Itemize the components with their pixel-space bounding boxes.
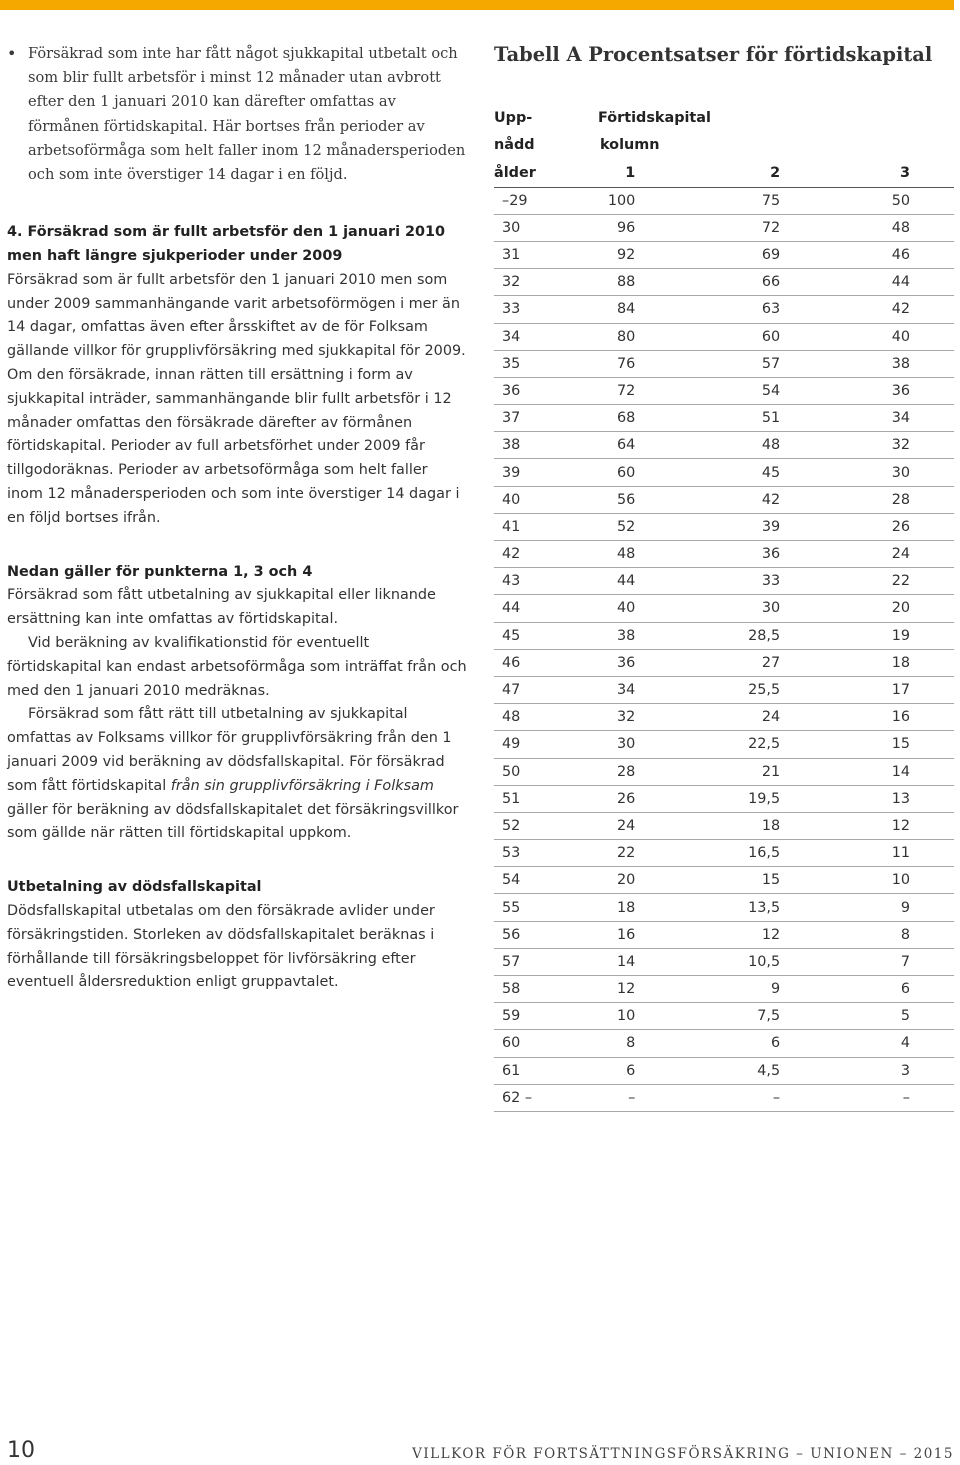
table-cell-age: 57 [494, 948, 590, 975]
table-cell-col-1: 76 [590, 350, 635, 377]
table-row [494, 241, 954, 268]
table-cell-col-2: 18 [635, 812, 780, 839]
table-cell-age: 37 [494, 405, 590, 432]
table-cell-col-1: 30 [590, 731, 635, 758]
table-cell-col-3: 15 [780, 731, 954, 758]
table-cell-col-2: 13,5 [635, 894, 780, 921]
table-cell-col-3: 26 [780, 513, 954, 540]
table-cell-col-2: 12 [635, 921, 780, 948]
table-cell-age: 34 [494, 323, 590, 350]
table-row [494, 867, 954, 894]
table-cell-age: 46 [494, 649, 590, 676]
header-alder: ålder [494, 160, 590, 187]
section-points-p3-em: från sin grupplivförsäkring i Folksam [170, 777, 434, 794]
table-row [494, 704, 954, 731]
table-cell-col-1: 34 [590, 676, 635, 703]
table-cell-col-2: 4,5 [635, 1057, 780, 1084]
table-cell-col-2: 57 [635, 350, 780, 377]
table-cell-col-1: 68 [590, 405, 635, 432]
header-col-1: 1 [590, 160, 635, 187]
table-row [494, 432, 954, 459]
table-column-row [494, 160, 954, 187]
table-cell-col-2: 7,5 [635, 1003, 780, 1030]
table-cell-age: 61 [494, 1057, 590, 1084]
table-cell-col-3: 9 [780, 894, 954, 921]
table-cell-col-1: 6 [590, 1057, 635, 1084]
table-cell-col-1: 36 [590, 649, 635, 676]
table-cell-col-1: 18 [590, 894, 635, 921]
table-header [494, 106, 954, 160]
table-cell-col-3: 20 [780, 595, 954, 622]
table-cell-col-3: 44 [780, 269, 954, 296]
right-column [494, 42, 954, 1112]
table-cell-age: 52 [494, 812, 590, 839]
table-cell-age: 56 [494, 921, 590, 948]
table-cell-age: 51 [494, 785, 590, 812]
table-cell-col-2: 27 [635, 649, 780, 676]
section-4-body: Försäkrad som är fullt arbetsför den 1 januari 2010 men som under 2009 sammanhängande varit arbetsoförmögen i mer än 14 dagar, omfattas även efter årsskiftet av de för Folksam gällande villkor för grupplivförsäkring med sjukkapital för 2009. Om den försäkrade, innan rätten till ersättning i form av sjukkapital inträder, sammanhängande blir fullt arbetsför i 12 månader omfattas den försäkrade därefter av förmånen förtidskapital. Perioder av full arbetsförhet under 2009 får tillgodoräknas. Perioder av arbetsoförmåga som helt faller inom 12 månadersperioden och som inte överstiger 14 dagar i en följd bortses ifrån. [7, 271, 466, 526]
table-cell-age: 49 [494, 731, 590, 758]
table-cell-col-2: 28,5 [635, 622, 780, 649]
table-cell-col-3: 5 [780, 1003, 954, 1030]
percentage-table-body [494, 160, 954, 1111]
table-cell-col-3: 12 [780, 812, 954, 839]
section-points [7, 561, 467, 847]
header-col-2: 2 [635, 160, 780, 187]
table-cell-col-1: 32 [590, 704, 635, 731]
table-cell-col-3: 32 [780, 432, 954, 459]
table-cell-col-1: 44 [590, 568, 635, 595]
table-cell-col-2: 39 [635, 513, 780, 540]
header-fortidskapital: Förtidskapital [598, 110, 711, 126]
section-points-p3-a: Försäkrad som fått rätt till utbetalning av sjukkapital omfattas av Folksams villkor för grupplivförsäkring från den 1 januari 2009 vid beräkning av dödsfallskapital. För försäkrad som fått förtidskapital [7, 706, 452, 794]
table-cell-col-2: – [635, 1084, 780, 1111]
table-row [494, 1084, 954, 1111]
table-cell-col-2: 48 [635, 432, 780, 459]
table-cell-col-3: 18 [780, 649, 954, 676]
table-cell-age: 39 [494, 459, 590, 486]
table-cell-col-3: 48 [780, 214, 954, 241]
section-points-p2: Vid beräkning av kvalifikationstid för eventuellt förtidskapital kan endast arbetsoförmåga som inträffat från och med den 1 januari 2010 medräknas. [7, 634, 467, 699]
table-row [494, 595, 954, 622]
table-cell-col-1: 22 [590, 840, 635, 867]
table-cell-age: 32 [494, 269, 590, 296]
table-cell-col-1: 40 [590, 595, 635, 622]
section-death-capital [7, 876, 467, 995]
table-cell-age: 44 [494, 595, 590, 622]
table-cell-col-1: 100 [590, 187, 635, 214]
section-4-heading: 4. Försäkrad som är fullt arbetsför den 1 januari 2010 men haft längre sjukperioder under 2009 [7, 224, 446, 265]
table-cell-col-1: 84 [590, 296, 635, 323]
table-row [494, 731, 954, 758]
header-nadd: nådd [494, 137, 535, 154]
table-cell-col-3: 40 [780, 323, 954, 350]
table-row [494, 459, 954, 486]
table-row [494, 649, 954, 676]
table-cell-col-2: 54 [635, 377, 780, 404]
table-cell-col-2: 24 [635, 704, 780, 731]
table-cell-col-3: – [780, 1084, 954, 1111]
table-row [494, 1030, 954, 1057]
header-kolumn: kolumn [600, 137, 660, 154]
table-cell-col-1: 48 [590, 541, 635, 568]
table-cell-col-1: 96 [590, 214, 635, 241]
table-cell-col-3: 11 [780, 840, 954, 867]
table-row [494, 350, 954, 377]
table-cell-age: 53 [494, 840, 590, 867]
table-cell-col-1: 26 [590, 785, 635, 812]
table-cell-age: 50 [494, 758, 590, 785]
table-cell-col-2: 19,5 [635, 785, 780, 812]
table-cell-col-1: 64 [590, 432, 635, 459]
table-cell-age: 62 – [494, 1084, 590, 1111]
table-cell-age: –29 [494, 187, 590, 214]
table-cell-col-1: 14 [590, 948, 635, 975]
table-cell-col-2: 63 [635, 296, 780, 323]
table-cell-col-2: 66 [635, 269, 780, 296]
table-row [494, 840, 954, 867]
table-cell-col-1: 80 [590, 323, 635, 350]
table-cell-col-3: 8 [780, 921, 954, 948]
table-cell-col-2: 30 [635, 595, 780, 622]
table-cell-col-2: 25,5 [635, 676, 780, 703]
section-death-body: Dödsfallskapital utbetalas om den försäkrade avlider under försäkringstiden. Storleken av dödsfallskapitalet beräknas i förhållande till försäkringsbeloppet för livförsäkring efter eventuell åldersreduktion enligt gruppavtalet. [7, 902, 435, 991]
table-cell-col-1: 20 [590, 867, 635, 894]
table-row [494, 1003, 954, 1030]
table-row [494, 976, 954, 1003]
percentage-table [494, 160, 954, 1112]
table-cell-col-2: 16,5 [635, 840, 780, 867]
table-row [494, 214, 954, 241]
table-cell-col-2: 72 [635, 214, 780, 241]
section-points-p3-b: gäller för beräkning av dödsfallskapitalet det försäkringsvillkor som gällde när rätten till förtidskapital uppkom. [7, 801, 459, 842]
table-row [494, 1057, 954, 1084]
header-upp: Upp- [494, 110, 533, 126]
table-cell-age: 40 [494, 486, 590, 513]
table-cell-age: 43 [494, 568, 590, 595]
table-cell-col-3: 42 [780, 296, 954, 323]
table-cell-age: 54 [494, 867, 590, 894]
table-cell-age: 42 [494, 541, 590, 568]
page-number: 10 [7, 1438, 35, 1463]
table-cell-age: 47 [494, 676, 590, 703]
table-cell-col-1: 16 [590, 921, 635, 948]
table-cell-col-3: 13 [780, 785, 954, 812]
table-cell-col-1: 24 [590, 812, 635, 839]
table-cell-age: 41 [494, 513, 590, 540]
table-cell-age: 31 [494, 241, 590, 268]
table-cell-col-2: 51 [635, 405, 780, 432]
table-cell-col-1: 60 [590, 459, 635, 486]
table-row [494, 622, 954, 649]
table-row [494, 513, 954, 540]
table-cell-col-2: 22,5 [635, 731, 780, 758]
table-row [494, 187, 954, 214]
footer-title: VILLKOR FÖR FORTSÄTTNINGSFÖRSÄKRING – UNIONEN – 2015 [412, 1446, 954, 1462]
table-cell-age: 48 [494, 704, 590, 731]
table-row [494, 568, 954, 595]
table-cell-age: 60 [494, 1030, 590, 1057]
table-cell-col-3: 7 [780, 948, 954, 975]
table-cell-age: 45 [494, 622, 590, 649]
table-cell-col-2: 33 [635, 568, 780, 595]
table-row [494, 921, 954, 948]
top-accent-bar [0, 0, 954, 10]
table-header-row-1 [494, 106, 954, 133]
table-cell-col-1: 56 [590, 486, 635, 513]
table-row [494, 785, 954, 812]
table-cell-col-3: 16 [780, 704, 954, 731]
table-cell-col-1: 72 [590, 377, 635, 404]
table-cell-age: 30 [494, 214, 590, 241]
table-cell-col-3: 38 [780, 350, 954, 377]
table-cell-col-1: 12 [590, 976, 635, 1003]
header-col-3: 3 [780, 160, 954, 187]
table-cell-col-1: – [590, 1084, 635, 1111]
table-cell-col-1: 92 [590, 241, 635, 268]
table-cell-col-1: 10 [590, 1003, 635, 1030]
table-row [494, 323, 954, 350]
table-cell-age: 55 [494, 894, 590, 921]
table-cell-col-1: 28 [590, 758, 635, 785]
table-cell-col-2: 69 [635, 241, 780, 268]
table-cell-col-3: 22 [780, 568, 954, 595]
section-points-heading: Nedan gäller för punkterna 1, 3 och 4 [7, 563, 313, 580]
bullet-text: Försäkrad som inte har fått något sjukkapital utbetalt och som blir fullt arbetsför i minst 12 månader utan avbrott efter den 1 januari 2010 kan därefter omfattas av förmånen förtidskapital. Här bortses från perioder av arbetsoförmåga som helt faller inom 12 månadersperioden och som inte överstiger 14 dagar i en följd. [28, 45, 466, 184]
table-row [494, 812, 954, 839]
table-cell-age: 33 [494, 296, 590, 323]
table-cell-col-3: 34 [780, 405, 954, 432]
section-points-p1: Försäkrad som fått utbetalning av sjukkapital eller liknande ersättning kan inte omfattas av förtidskapital. [7, 587, 436, 628]
table-cell-col-3: 30 [780, 459, 954, 486]
table-cell-age: 36 [494, 377, 590, 404]
table-cell-col-3: 36 [780, 377, 954, 404]
table-cell-age: 35 [494, 350, 590, 377]
table-header-row-2 [494, 133, 954, 160]
table-row [494, 486, 954, 513]
section-points-p3 [7, 703, 467, 846]
table-cell-col-2: 10,5 [635, 948, 780, 975]
table-cell-col-1: 38 [590, 622, 635, 649]
table-row [494, 269, 954, 296]
table-cell-col-2: 60 [635, 323, 780, 350]
table-cell-col-2: 21 [635, 758, 780, 785]
table-cell-col-2: 36 [635, 541, 780, 568]
table-cell-col-3: 17 [780, 676, 954, 703]
table-cell-col-3: 46 [780, 241, 954, 268]
table-row [494, 894, 954, 921]
table-row [494, 405, 954, 432]
section-death-heading: Utbetalning av dödsfallskapital [7, 879, 262, 896]
table-cell-col-3: 50 [780, 187, 954, 214]
table-cell-age: 38 [494, 432, 590, 459]
table-cell-col-2: 45 [635, 459, 780, 486]
table-row [494, 296, 954, 323]
table-cell-col-2: 75 [635, 187, 780, 214]
bullet-paragraph [7, 42, 467, 187]
table-cell-col-1: 52 [590, 513, 635, 540]
table-cell-col-3: 14 [780, 758, 954, 785]
table-cell-age: 58 [494, 976, 590, 1003]
bullet-icon: • [7, 44, 17, 63]
table-cell-col-2: 15 [635, 867, 780, 894]
table-title: Tabell A Procentsatser för förtidskapital [494, 43, 933, 66]
table-cell-col-2: 6 [635, 1030, 780, 1057]
table-cell-col-3: 4 [780, 1030, 954, 1057]
table-row [494, 948, 954, 975]
table-row [494, 758, 954, 785]
table-cell-age: 59 [494, 1003, 590, 1030]
table-cell-col-3: 6 [780, 976, 954, 1003]
table-cell-col-3: 19 [780, 622, 954, 649]
section-4 [7, 221, 467, 530]
table-cell-col-2: 9 [635, 976, 780, 1003]
table-cell-col-1: 8 [590, 1030, 635, 1057]
table-cell-col-3: 28 [780, 486, 954, 513]
table-cell-col-3: 3 [780, 1057, 954, 1084]
table-cell-col-3: 24 [780, 541, 954, 568]
table-cell-col-3: 10 [780, 867, 954, 894]
table-row [494, 541, 954, 568]
table-row [494, 676, 954, 703]
table-row [494, 377, 954, 404]
left-column [7, 42, 467, 995]
table-cell-col-2: 42 [635, 486, 780, 513]
table-cell-col-1: 88 [590, 269, 635, 296]
